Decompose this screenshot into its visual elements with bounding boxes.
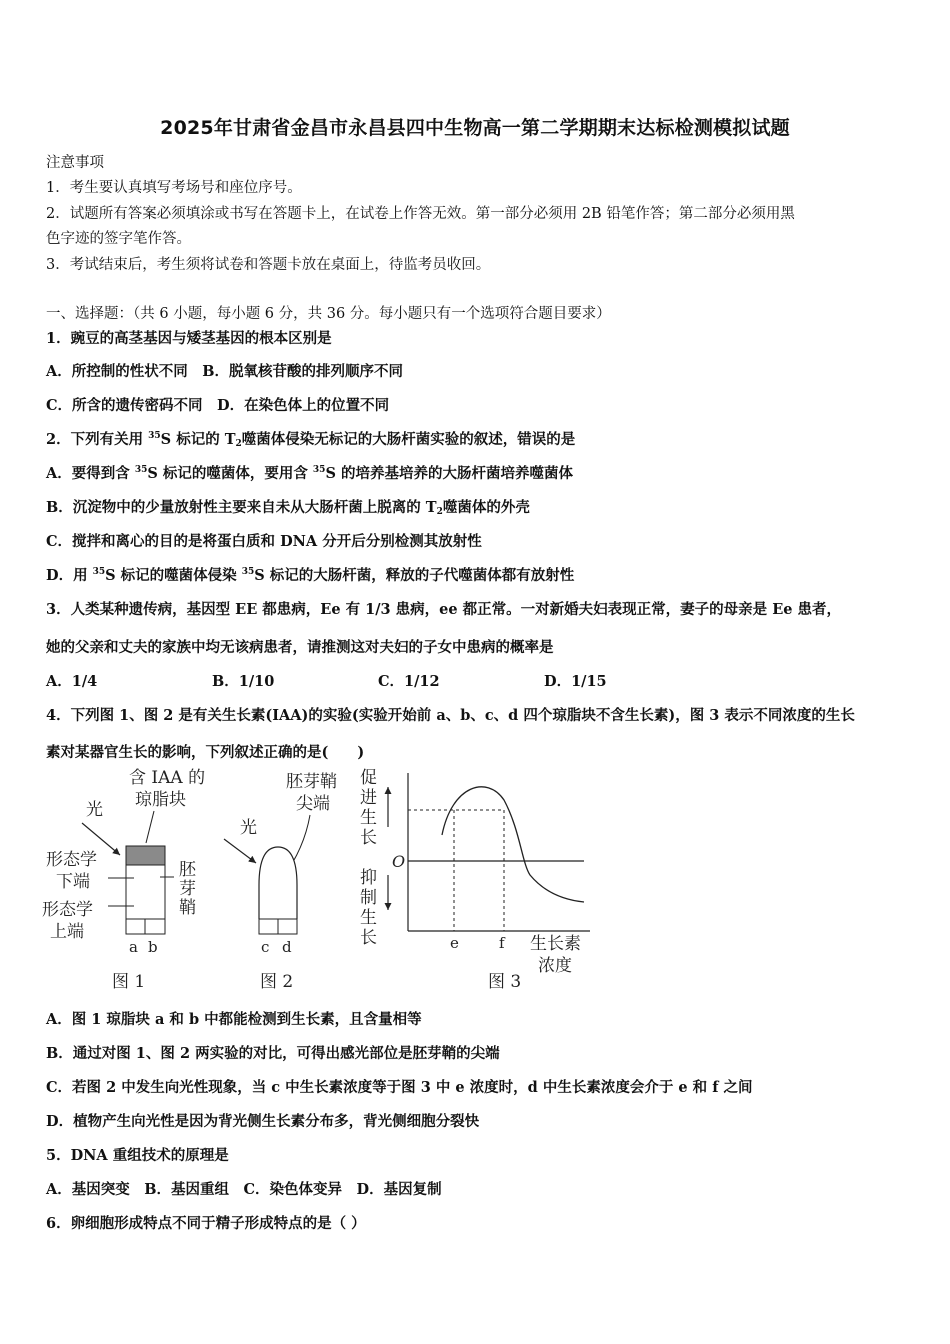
q1-options-2: C．所含的遗传密码不同 D．在染色体上的位置不同: [46, 397, 390, 414]
fig3-f-label: f: [499, 934, 505, 952]
q1-stem: 1．豌豆的高茎基因与矮茎基因的根本区别是: [46, 330, 332, 347]
q3-option-c: C．1/12: [378, 673, 440, 690]
q2-option-b: B．沉淀物中的少量放射性主要来自未从大肠杆菌上脱离的 $T_2$噬菌体的外壳: [46, 499, 530, 517]
fig1-coleoptile-char-2: 芽: [179, 879, 196, 899]
fig3-promote-char-4: 长: [360, 828, 377, 848]
fig3-xlabel-2: 浓度: [538, 956, 572, 976]
fig2-tip-label-2: 尖端: [296, 794, 330, 814]
auxin-figure: [42, 765, 602, 995]
fig1-iaa-label-1: 含 IAA 的: [129, 768, 206, 788]
q1-options-1: A．所控制的性状不同 B．脱氧核苷酸的排列顺序不同: [46, 363, 404, 380]
fig3-inhibit-char-4: 长: [360, 928, 377, 948]
q6-stem: 6．卵细胞形成特点不同于精子形成特点的是（ ）: [46, 1215, 366, 1232]
q2-option-c: C．搅拌和离心的目的是将蛋白质和 DNA 分开后分别检测其放射性: [46, 533, 482, 550]
fig3-inhibit-char-1: 抑: [360, 868, 377, 888]
fig2-light-label: 光: [240, 818, 257, 838]
q3-option-a: A．1/4: [46, 673, 98, 690]
q3-option-b: B．1/10: [212, 673, 275, 690]
fig2-caption: 图 2: [260, 972, 294, 992]
fig2-block-c: [259, 919, 278, 934]
q3-stem-1: 3．人类某种遗传病，基因型 EE 都患病，Ee 有 1/3 患病，ee 都正常。一对新婚夫妇表现正常，妻子的母亲是 Ee 患者，: [46, 601, 842, 618]
fig1-iaa-block: [126, 846, 165, 865]
fig2-light-arrow: [224, 839, 256, 863]
fig3-xlabel-1: 生长素: [530, 934, 581, 954]
fig1-coleoptile-char-3: 鞘: [179, 898, 196, 918]
fig2-tip-label-1: 胚芽鞘: [286, 772, 337, 792]
notice-item-1: 1．考生要认真填写考场号和座位序号。: [46, 180, 302, 196]
fig3-promote-char-2: 进: [360, 788, 377, 808]
fig2-block-d: [278, 919, 297, 934]
fig1-morph-upper-2: 上端: [50, 922, 84, 942]
q2-option-d: D．用 $^{35}$S 标记的噬菌体侵染 $^{35}$S 标记的大肠杆菌，释放的子代噬菌体都有放射性: [46, 567, 575, 584]
figure-1: [42, 768, 205, 992]
q2-stem: 2．下列有关用 $^{35}$S 标记的 $T_2$噬菌体侵染无标记的大肠杆菌实验的叙述，错误的是: [46, 431, 576, 449]
q4-option-a: A．图 1 琼脂块 a 和 b 中都能检测到生长素，且含量相等: [46, 1011, 422, 1028]
fig3-response-curve: [442, 787, 584, 902]
fig1-morph-lower-1: 形态学: [46, 850, 97, 870]
q4-stem-1: 4．下列图 1、图 2 是有关生长素(IAA)的实验(实验开始前 a、b、c、d 四个琼脂块不含生长素)，图 3 表示不同浓度的生长: [46, 707, 855, 724]
fig1-iaa-pointer: [146, 811, 154, 843]
fig1-label-b: b: [148, 938, 158, 956]
fig1-coleoptile-segment: [126, 865, 165, 919]
q3-option-d: D．1/15: [544, 673, 607, 690]
fig3-inhibit-char-3: 生: [360, 908, 377, 928]
page-title: 2025年甘肃省金昌市永昌县四中生物高一第二学期期末达标检测模拟试题: [160, 117, 790, 139]
fig1-caption: 图 1: [112, 972, 146, 992]
figure-2: [224, 772, 337, 992]
q3-options: [46, 670, 607, 691]
q3-stem-2: 她的父亲和丈夫的家族中均无该病患者，请推测这对夫妇的子女中患病的概率是: [46, 639, 554, 656]
fig3-inhibit-char-2: 制: [360, 888, 377, 908]
notice-item-2-cont: 色字迹的签字笔作答。: [46, 231, 191, 247]
fig3-promote-char-3: 生: [360, 808, 377, 828]
section-heading: 一、选择题：（共 6 小题，每小题 6 分，共 36 分。每小题只有一个选项符合题目要求）: [46, 306, 611, 322]
fig1-light-label: 光: [86, 800, 103, 820]
q4-stem-2: 素对某器官生长的影响，下列叙述正确的是( ): [46, 744, 365, 761]
q5-options: A．基因突变 B．基因重组 C．染色体变异 D．基因复制: [46, 1181, 442, 1198]
fig3-origin-label: O: [392, 852, 406, 871]
fig1-block-a: [126, 919, 145, 934]
fig1-label-a: a: [129, 938, 138, 956]
fig2-label-d: d: [282, 938, 292, 956]
fig3-caption: 图 3: [488, 972, 522, 992]
q4-option-d: D．植物产生向光性是因为背光侧生长素分布多，背光侧细胞分裂快: [46, 1113, 480, 1130]
notice-item-3: 3．考试结束后，考生须将试卷和答题卡放在桌面上，待监考员收回。: [46, 257, 491, 273]
fig1-morph-lower-2: 下端: [56, 872, 90, 892]
notice-heading: 注意事项: [46, 155, 104, 171]
fig2-label-c: c: [261, 938, 270, 956]
fig1-block-b: [145, 919, 165, 934]
fig3-promote-char-1: 促: [360, 768, 377, 788]
q4-option-c: C．若图 2 中发生向光性现象，当 c 中生长素浓度等于图 3 中 e 浓度时，d 中生长素浓度会介于 e 和 f 之间: [46, 1079, 753, 1096]
notice-item-2: 2．试题所有答案必须填涂或书写在答题卡上，在试卷上作答无效。第一部分必须用 2B 铅笔作答；第二部分必须用黑: [46, 206, 795, 222]
fig1-coleoptile-char-1: 胚: [179, 860, 196, 880]
fig2-coleoptile: [259, 847, 297, 919]
fig1-iaa-label-2: 琼脂块: [135, 790, 186, 810]
figure-3: [360, 768, 590, 992]
q4-option-b: B．通过对图 1、图 2 两实验的对比，可得出感光部位是胚芽鞘的尖端: [46, 1045, 500, 1062]
fig3-e-label: e: [450, 934, 459, 952]
q2-option-a: A．要得到含 $^{35}$S 标记的噬菌体，要用含 $^{35}$S 的培养基培养的大肠杆菌培养噬菌体: [46, 465, 573, 482]
fig1-morph-upper-1: 形态学: [42, 900, 93, 920]
q5-stem: 5．DNA 重组技术的原理是: [46, 1147, 229, 1164]
